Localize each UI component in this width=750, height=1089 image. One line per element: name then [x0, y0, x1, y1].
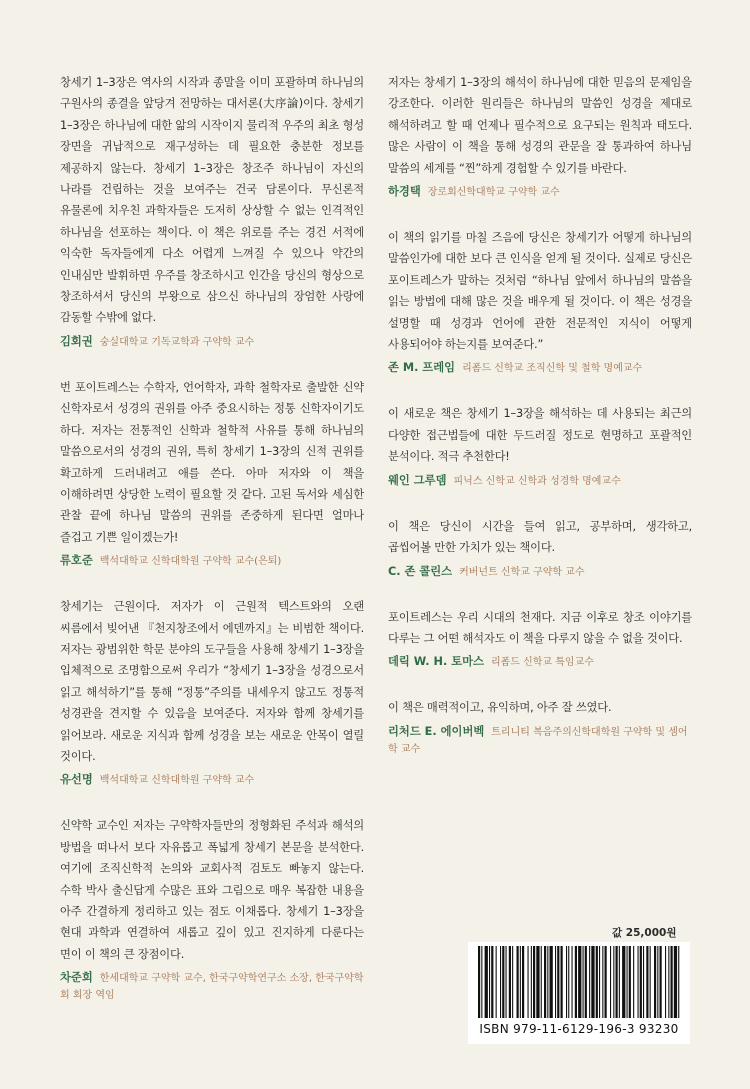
reviewer-title: 백석대학교 신학대학원 구약학 교수(은퇴) [99, 556, 282, 568]
review-10 [388, 697, 692, 757]
barcode-icon [476, 946, 682, 1018]
review-1 [60, 72, 364, 351]
reviewer-name: 웨인 그루뎀 [388, 473, 447, 487]
reviewer-title: 트리니티 복음주의신학대학원 구약학 및 셈어학 교수 [388, 726, 688, 755]
review-text: 이 책은 매력적이고, 유익하며, 아주 잘 쓰였다. [388, 701, 612, 715]
price-label: 값 25,000원 [612, 927, 677, 939]
reviewer-name: 류호준 [60, 554, 93, 568]
review-text: 번 포이트레스는 수학자, 언어학자, 과학 철학자로 출발한 신약 신학자로서 성경의 권위를 아주 중요시하는 정통 신학자이기도 하다. 저자는 전통적인 신학과 철학적 사유를 통해 하나님의 말씀으로서의 성경의 권위, 특히 창세기 1–3장의 신적 권위를 확고하게 드러내려고 애를 쓴다. 아마 저자와 이 책을 이해하려면 상당한 노력이 필요할 것 같다. 고된 독서와 세심한 관찰 끝에 하나님 말씀의 권위를 존중하게 된다면 얼마나 즐겁고 기쁜 일이겠는가! [60, 380, 364, 544]
reviewer-name: 유선명 [60, 773, 93, 787]
right-column [388, 72, 692, 784]
review-text: 창세기는 근원이다. 저자가 이 근원적 텍스트와의 오랜 씨름에서 빚어낸 『천지창조에서 에덴까지』는 비범한 책이다. 저자는 광범위한 학문 분야의 도구들을 사용해 창세기 1–3장을 입체적으로 조명함으로써 우리가 “창세기 1–3장을 성경으로서 읽고 해석하기”를 통해 “정통”주의를 내세우지 않고도 정통적 성경관을 견지할 수 있음을 보여준다. 저자와 함께 창세기를 읽어보라. 새로운 지식과 함께 성경을 보는 새로운 안목이 열릴 것이다. [60, 600, 364, 763]
reviewer-title: 리폼드 신학교 특임교수 [490, 657, 594, 669]
reviewer-title: 장로회신학대학교 구약학 교수 [427, 187, 560, 199]
reviewer-title: 피닉스 신학교 신학과 성경학 명예교수 [453, 475, 621, 487]
reviewer-name: C. 존 콜린스 [388, 564, 453, 578]
review-text: 이 책의 읽기를 마칠 즈음에 당신은 창세기가 어떻게 하나님의 말씀인가에 대한 보다 큰 인식을 얻게 될 것이다. 실제로 당신은 포이트레스가 말하는 것처럼 “하나님 앞에서 하나님의 말씀을 읽는 방법에 대해 많은 것을 배우게 될 것이다. 이 책은 성경을 설명할 때 성경과 언어에 관한 전문적인 지식이 어떻게 사용되어야 하는지를 보여준다.” [388, 231, 692, 352]
reviewer [60, 552, 364, 570]
review-text: 저자는 창세기 1–3장의 해석이 하나님에 대한 믿음의 문제임을 강조한다. 이러한 원리들은 하나님의 말씀인 성경을 제대로 해석하려고 할 때 언제나 필수적으로 요구되는 원칙과 태도다. 많은 사람이 이 책을 통해 성경의 관문을 잘 통과하여 하나님 말씀의 세계를 “찐”하게 경험할 수 있기를 바란다. [388, 76, 692, 175]
reviewer [60, 333, 364, 351]
reviewer-title: 숭실대학교 기독교학과 구약학 교수 [99, 336, 255, 348]
review-7 [388, 403, 692, 489]
reviewer [388, 653, 692, 671]
reviewer-title: 리폼드 신학교 조직신학 및 철학 명예교수 [462, 363, 643, 375]
review-8 [388, 516, 692, 581]
reviewer [388, 723, 692, 758]
reviewer-title: 커버넌트 신학교 구약학 교수 [459, 566, 585, 578]
review-text: 창세기 1–3장은 역사의 시작과 종말을 이미 포괄하며 하나님의 구원사의 종결을 앞당겨 전망하는 대서론(大序論)이다. 창세기 1–3장은 하나님에 대한 앎의 시작이지 물리적 우주의 최초 형성 장면을 귀납적으로 재구성하는 데 필요한 충분한 정보를 제공하지 않는다. 창세기 1–3장은 창조주 하나님이 자신의 나라를 건립하는 것을 보여주는 건국 담론이다. 무신론적 유물론에 치우친 과학자들은 도저히 상상할 수 없는 인격적인 하나님을 선포하는 책이다. 이 책은 위로를 주는 경건 서적에 익숙한 독자들에게 다소 어렵게 느껴질 수 있으나 약간의 인내심만 발휘하면 우주를 창조하시고 인간을 당신의 형상으로 창조하셔서 당신의 부왕으로 삼으신 하나님의 장엄한 사랑에 감동할 수밖에 없다. [60, 76, 364, 325]
left-column [60, 72, 364, 1030]
reviewer-name: 존 M. 프레임 [388, 361, 456, 375]
reviewer [60, 771, 364, 789]
review-6 [388, 227, 692, 377]
reviewer-title: 한세대학교 구약학 교수, 한국구약학연구소 소장, 한국구약학회 회장 역임 [60, 973, 364, 1002]
reviewer [60, 969, 364, 1004]
reviewer [388, 472, 692, 490]
reviewer [388, 563, 692, 581]
review-text: 이 새로운 책은 창세기 1–3장을 해석하는 데 사용되는 최근의 다양한 접근법들에 대한 두드러질 정도로 현명하고 포괄적인 분석이다. 적극 추천한다! [388, 407, 692, 464]
reviewer-name: 리처드 E. 에이버벡 [388, 724, 485, 738]
review-text: 신약학 교수인 저자는 구약학자들만의 정형화된 주석과 해석의 방법을 떠나서 보다 자유롭고 폭넓게 창세기 본문을 분석한다. 여기에 조직신학적 논의와 교회사적 검토도 빠놓지 않는다. 수학 박사 출신답게 수많은 표와 그림으로 매우 복잡한 내용을 아주 간결하게 정리하고 있는 점도 이채롭다. 창세기 1–3장을 현대 과학과 연결하여 새롭고 깊이 있고 진지하게 다룬다는 면이 이 책의 큰 장점이다. [60, 819, 364, 961]
review-2 [60, 377, 364, 570]
reviewer-title: 백석대학교 신학대학원 구약학 교수 [99, 775, 255, 787]
reviewer [388, 359, 692, 377]
reviewer [388, 183, 692, 201]
reviewer-name: 차준희 [60, 971, 93, 985]
review-text: 이 책은 당신이 시간을 들여 읽고, 공부하며, 생각하고, 곱씹어볼 만한 가치가 있는 책이다. [388, 519, 692, 555]
review-4 [60, 815, 364, 1004]
isbn-number: ISBN 979-11-6129-196-3 93230 [479, 1022, 679, 1036]
review-9 [388, 607, 692, 672]
reviewer-name: 하경택 [388, 185, 421, 199]
review-3 [60, 596, 364, 789]
barcode-box [468, 942, 690, 1044]
review-text: 포이트레스는 우리 시대의 천재다. 지금 이후로 창조 이야기를 다루는 그 어떤 해석자도 이 책을 다루지 않을 수 없을 것이다. [388, 610, 692, 645]
review-5 [388, 72, 692, 201]
reviewer-name: 데릭 W. H. 토마스 [388, 655, 484, 669]
reviewer-name: 김회권 [60, 334, 93, 348]
